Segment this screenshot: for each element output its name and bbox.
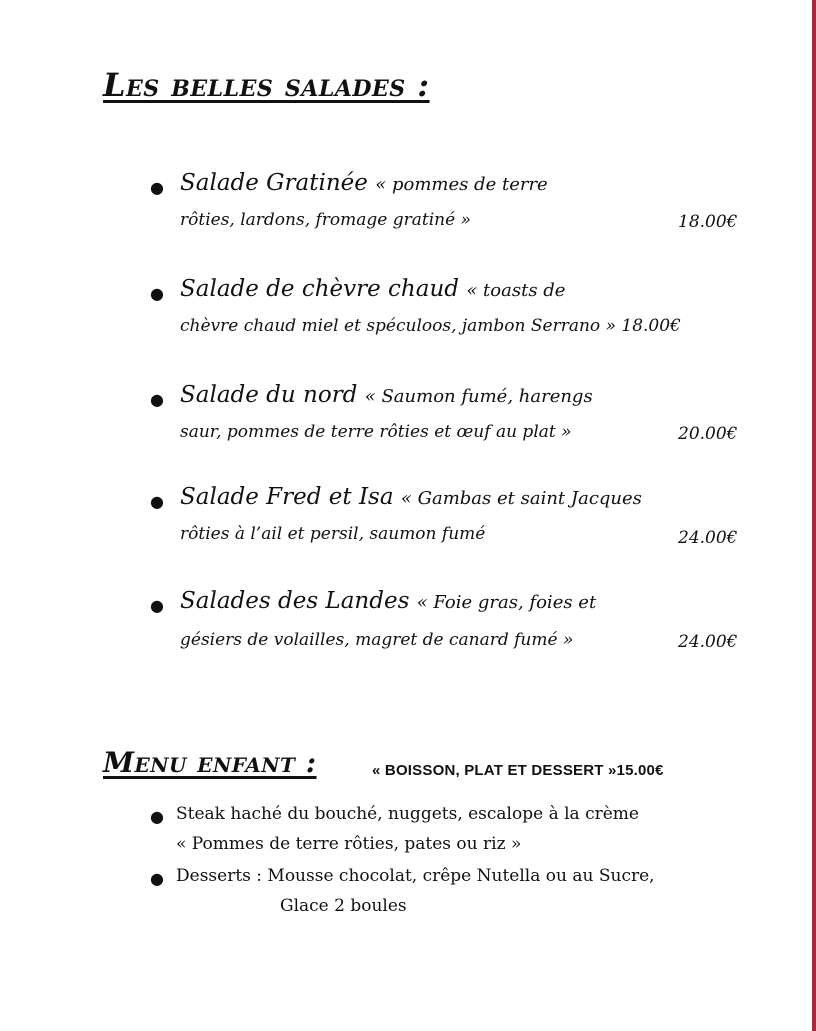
salade-fred-isa-name xyxy=(180,486,642,509)
menu-enfant-desserts-suite: Glace 2 boules xyxy=(280,896,407,916)
bullet-icon: ● xyxy=(150,492,164,511)
salades-landes-name xyxy=(180,590,596,613)
bullet-icon: ● xyxy=(150,284,164,303)
item-description-start: « pommes de terre xyxy=(375,174,548,195)
salades-section-title: Les belles salades : xyxy=(103,66,430,104)
salade-nord-price: 20.00€ xyxy=(678,424,738,444)
salade-gratinee-price: 18.00€ xyxy=(678,212,738,232)
bullet-icon: ● xyxy=(150,390,164,409)
menu-enfant-title: Menu enfant : xyxy=(103,746,317,779)
salades-landes-description: gésiers de volailles, magret de canard fumé » xyxy=(180,630,574,650)
salade-gratinee-name xyxy=(180,172,548,195)
menu-enfant-desserts: Desserts : Mousse chocolat, crêpe Nutella ou au Sucre, xyxy=(176,866,655,886)
bullet-icon: ● xyxy=(150,869,164,888)
bullet-icon: ● xyxy=(150,807,164,826)
salade-nord-name xyxy=(180,384,593,407)
salade-nord-description: saur, pommes de terre rôties et œuf au plat » xyxy=(180,422,572,442)
item-title: Salade du nord xyxy=(180,382,358,408)
bullet-icon: ● xyxy=(150,596,164,615)
item-title: Salades des Landes xyxy=(180,588,410,614)
item-description-start: « Saumon fumé, harengs xyxy=(364,386,593,407)
salade-chevre-name xyxy=(180,278,565,301)
item-description-start: « Gambas et saint Jacques xyxy=(400,488,642,509)
item-title: Salade Gratinée xyxy=(180,170,368,196)
item-description-start: « Foie gras, foies et xyxy=(416,592,597,613)
salade-gratinee-description: rôties, lardons, fromage gratiné » xyxy=(180,210,472,230)
salades-landes-price: 24.00€ xyxy=(678,632,738,652)
menu-enfant-formula: « BOISSON, PLAT ET DESSERT »15.00€ xyxy=(372,762,664,779)
bullet-icon: ● xyxy=(150,178,164,197)
menu-enfant-plats: Steak haché du bouché, nuggets, escalope à la crème xyxy=(176,804,639,824)
salade-chevre-description-with-price: chèvre chaud miel et spéculoos, jambon Serrano » 18.00€ xyxy=(180,316,681,336)
item-title: Salade Fred et Isa xyxy=(180,484,394,510)
item-description-start: « toasts de xyxy=(466,280,566,301)
salade-fred-isa-price: 24.00€ xyxy=(678,528,738,548)
page-right-border xyxy=(812,0,816,1031)
item-title: Salade de chèvre chaud xyxy=(180,276,459,302)
menu-enfant-accompagnements: « Pommes de terre rôties, pates ou riz » xyxy=(176,834,522,854)
salade-fred-isa-description: rôties à l’ail et persil, saumon fumé xyxy=(180,524,486,544)
